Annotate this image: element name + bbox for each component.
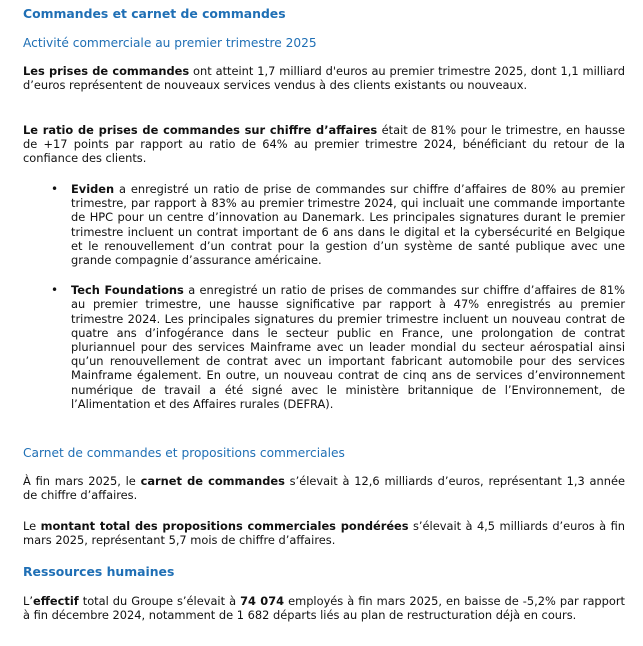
bold-term: Le ratio de prises de commandes sur chiffre d’affaires bbox=[23, 123, 378, 137]
bold-term: Les prises de commandes bbox=[23, 64, 190, 78]
section-heading-commandes: Commandes et carnet de commandes bbox=[23, 6, 286, 21]
list-item-eviden bbox=[51, 182, 625, 268]
paragraph-propositions bbox=[23, 519, 625, 547]
bold-term: effectif bbox=[32, 594, 79, 608]
bold-term: carnet de commandes bbox=[140, 474, 285, 488]
paragraph-text: L’ bbox=[23, 594, 33, 608]
paragraph-prises-de-commandes bbox=[23, 64, 625, 92]
paragraph-text: s’élevait à 12,6 milliards d’euros, représentant 1,3 année de chiffre d’affaires. bbox=[23, 474, 625, 503]
bold-term: 74 074 bbox=[240, 594, 285, 608]
paragraph-ratio bbox=[23, 123, 625, 166]
list-item-text: a enregistré un ratio de prise de commandes sur chiffre d’affaires de 80% au premier trimestre, par rapport à 83% au premier trimestre 2024, qui incluait une commande importante de HPC pour un centre d’innovation au Danemark. Les principales signatures durant le premier trimestre incluent un contrat important de 6 ans dans le digital et la cybersécurité en Belgique et le renouvellement d’un contrat pour la gestion d’un système de santé publique avec une grande compagnie d’assurance américaine. bbox=[71, 182, 625, 268]
bullet-icon: • bbox=[51, 182, 59, 196]
paragraph-carnet bbox=[23, 474, 625, 502]
paragraph-text: s’élevait à 4,5 milliards d’euros à fin mars 2025, représentant 5,7 mois de chiffre d’affaires. bbox=[23, 519, 625, 548]
paragraph-text: total du Groupe s’élevait à bbox=[78, 594, 241, 608]
paragraph-text: ont atteint 1,7 milliard d'euros au premier trimestre 2025, dont 1,1 milliard d’euros représentent de nouveaux services vendus à des clients existants ou nouveaux. bbox=[23, 64, 625, 93]
subheading-activite-commerciale: Activité commerciale au premier trimestre 2025 bbox=[23, 36, 317, 50]
paragraph-text: était de 81% pour le trimestre, en hausse de +17 points par rapport au ratio de 64% au premier trimestre 2024, bénéficiant du retour de la confiance des clients. bbox=[23, 123, 625, 166]
list-item-text: a enregistré un ratio de prises de commandes sur chiffre d’affaires de 81% au premier trimestre, une hausse significative par rapport à 47% enregistrés au premier trimestre 2024. Les principales signatures du premier trimestre incluent un nouveau contrat de quatre ans d’infogérance dans le secteur public en France, une prolongation de contrat pluriannuel pour des services Mainframe avec un leader mondial du secteur aérospatial ainsi qu’un renouvellement de contrat avec un important fabricant automobile pour des services Mainframe également. En outre, un nouveau contrat de cinq ans de services d’environnement numérique de travail a été signé avec le ministère britannique de l’Environnement, de l’Alimentation et des Affaires rurales (DEFRA). bbox=[71, 283, 625, 411]
bold-term: montant total des propositions commerciales pondérées bbox=[40, 519, 409, 533]
paragraph-text: À fin mars 2025, le bbox=[23, 474, 141, 488]
paragraph-text: Le bbox=[23, 519, 41, 533]
list-item-tech-foundations bbox=[51, 283, 625, 411]
section-heading-ressources-humaines: Ressources humaines bbox=[23, 564, 175, 579]
bold-term: Eviden bbox=[71, 182, 115, 196]
bullet-list bbox=[23, 182, 625, 411]
subheading-carnet-propositions: Carnet de commandes et propositions commerciales bbox=[23, 446, 345, 460]
bold-term: Tech Foundations bbox=[71, 283, 184, 298]
bullet-icon: • bbox=[51, 283, 59, 298]
paragraph-effectif bbox=[23, 594, 625, 622]
paragraph-text: employés à fin mars 2025, en baisse de -5,2% par rapport à fin décembre 2024, notamment de 1 682 départs liés au plan de restructuration déjà en cours. bbox=[23, 594, 625, 623]
